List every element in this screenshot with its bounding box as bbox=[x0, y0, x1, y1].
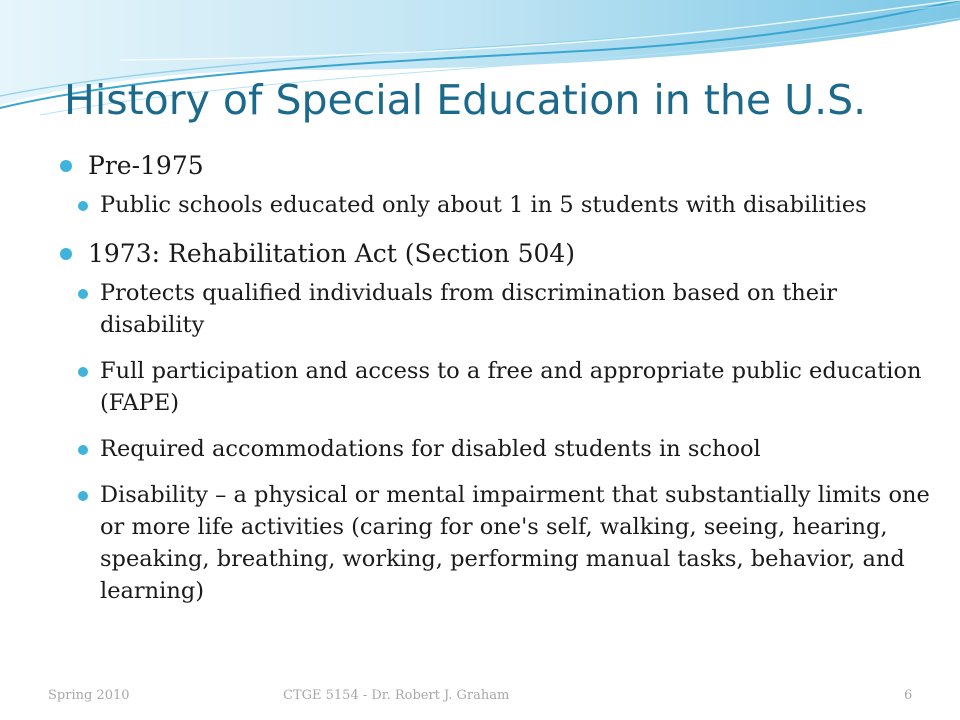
bullet-text: Required accommodations for disabled students in school bbox=[100, 436, 761, 462]
footer-course: CTGE 5154 - Dr. Robert J. Graham bbox=[283, 688, 510, 703]
bullet-level2 bbox=[60, 355, 930, 419]
bullet-level2 bbox=[60, 479, 930, 607]
bullet-level1-rehabilitation-act bbox=[60, 238, 930, 270]
bullet-level2 bbox=[60, 277, 930, 341]
bullet-dot-icon bbox=[78, 289, 88, 299]
footer-date: Spring 2010 bbox=[48, 688, 130, 703]
bullet-text: Pre-1975 bbox=[88, 151, 204, 180]
slide-content bbox=[60, 150, 930, 607]
bullet-level2 bbox=[60, 189, 930, 221]
bullet-dot-icon bbox=[60, 160, 72, 172]
bullet-dot-icon bbox=[60, 248, 72, 260]
bullet-text: Protects qualified individuals from discrimination based on their disability bbox=[100, 280, 838, 338]
header-wave-decoration bbox=[0, 0, 960, 150]
bullet-text: 1973: Rehabilitation Act (Section 504) bbox=[88, 239, 576, 268]
bullet-dot-icon bbox=[78, 367, 88, 377]
slide-title: History of Special Education in the U.S. bbox=[64, 76, 867, 124]
bullet-dot-icon bbox=[78, 201, 88, 211]
bullet-dot-icon bbox=[78, 491, 88, 501]
bullet-text: Full participation and access to a free and appropriate public education (FAPE) bbox=[100, 358, 922, 416]
bullet-level1-pre-1975 bbox=[60, 150, 930, 182]
bullet-level2 bbox=[60, 433, 930, 465]
bullet-text: Public schools educated only about 1 in 5 students with disabilities bbox=[100, 192, 867, 218]
bullet-text: Disability – a physical or mental impairment that substantially limits one or more life activities (caring for one's self, walking, seeing, hearing, speaking, breathing, working, performing manual tasks, behavior, and learning) bbox=[100, 482, 930, 604]
bullet-dot-icon bbox=[78, 445, 88, 455]
footer-page-number: 6 bbox=[904, 688, 913, 703]
